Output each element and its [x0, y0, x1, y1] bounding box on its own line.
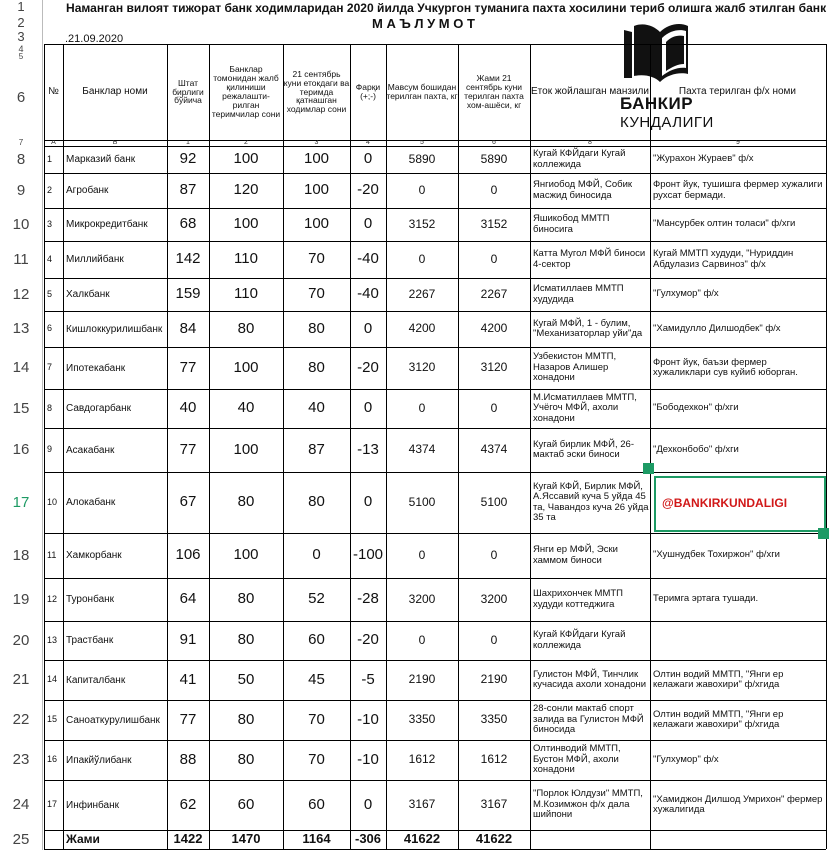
cell-n[interactable]: 2 — [47, 184, 53, 195]
cell-n[interactable]: 7 — [47, 362, 53, 373]
cell-bank[interactable]: Агробанк — [66, 185, 109, 196]
column-header[interactable]: Мавсум бошидан терилган пахта, кг — [386, 82, 458, 101]
cell-shtat[interactable]: 77 — [179, 710, 197, 728]
cell-diff[interactable]: -20 — [357, 631, 379, 649]
column-header[interactable]: Пахта терилган ф/х номи — [678, 85, 796, 97]
cell-season[interactable]: 4200 — [408, 321, 436, 336]
row-number[interactable]: 16 — [12, 441, 30, 458]
cell-shtat[interactable]: 87 — [179, 181, 197, 199]
row-number[interactable]: 20 — [12, 632, 30, 649]
cell-n[interactable]: 1 — [47, 153, 53, 164]
cell-season[interactable]: 0 — [418, 632, 426, 647]
row-number[interactable]: 3 — [17, 29, 25, 44]
cell-n[interactable]: 11 — [47, 549, 57, 560]
cell-shtat[interactable]: 40 — [179, 399, 197, 417]
cell-present[interactable]: 52 — [308, 590, 325, 608]
total-present[interactable]: 1164 — [302, 831, 331, 847]
cell-n[interactable]: 13 — [47, 634, 58, 645]
cell-bank[interactable]: Халкбанк — [66, 289, 110, 300]
cell-n[interactable]: 4 — [47, 253, 53, 264]
cell-season[interactable]: 3200 — [408, 591, 436, 606]
total-plan[interactable]: 1470 — [231, 831, 261, 847]
cell-farm[interactable]: Фронт йук, тушишга фермер хужалиги рухсат бермади. — [653, 179, 823, 201]
cell-n[interactable]: 17 — [47, 799, 58, 810]
cell-bank[interactable]: Инфинбанк — [66, 799, 120, 811]
cell-plan[interactable]: 120 — [233, 181, 259, 199]
cell-bank[interactable]: Ипотекабанк — [66, 362, 126, 374]
cell-present[interactable]: 70 — [308, 710, 325, 728]
selection-handle-bottom[interactable] — [818, 528, 829, 539]
total-season[interactable]: 41622 — [403, 831, 441, 847]
cell-season[interactable]: 0 — [418, 547, 426, 562]
cell-present[interactable]: 70 — [308, 750, 325, 768]
cell-shtat[interactable]: 91 — [179, 631, 197, 649]
cell-total[interactable]: 0 — [490, 632, 498, 647]
cell-plan[interactable]: 40 — [237, 399, 255, 417]
logo-text-kundaligi: КУНДАЛИГИ — [620, 114, 714, 131]
cell-bank[interactable]: Алокабанк — [66, 497, 116, 508]
cell-address[interactable]: Узбекистон ММТП, Назаров Алишер хонадони — [533, 351, 617, 384]
cell-diff[interactable]: -20 — [357, 358, 379, 376]
total-shtat[interactable]: 1422 — [173, 831, 203, 847]
cell-address[interactable]: Кугай КФЙдаги Кугай коллежида — [533, 629, 626, 651]
row-number[interactable]: 10 — [12, 216, 30, 233]
cell-address[interactable]: Янгиобод МФЙ, Собик масжид биносида — [533, 179, 633, 201]
cell-total[interactable]: 3152 — [480, 216, 508, 231]
cell-total[interactable]: 5890 — [480, 151, 508, 166]
cell-plan[interactable]: 80 — [237, 710, 255, 728]
cell-shtat[interactable]: 77 — [179, 358, 197, 376]
cell-diff[interactable]: -40 — [357, 250, 379, 268]
cell-plan[interactable]: 110 — [234, 285, 258, 303]
cell-total[interactable]: 0 — [490, 400, 498, 415]
cell-bank[interactable]: Асакабанк — [66, 444, 115, 456]
column-header[interactable]: 21 сентябрь куни етокдаги ва теримда қатнашган ходимлар сони — [283, 68, 350, 115]
cell-present[interactable]: 100 — [303, 150, 330, 168]
row-number[interactable]: 11 — [13, 251, 29, 268]
cell-season[interactable]: 0 — [418, 400, 426, 415]
cell-diff[interactable]: -40 — [357, 285, 379, 303]
cell-farm[interactable]: "Хамиджон Дилшод Умрихон" фермер хужалигида — [653, 793, 823, 815]
cell-total[interactable]: 4200 — [480, 321, 508, 336]
cell-address[interactable]: "Порлок Юлдузи" ММТП, М.Козимжон ф/х дала шийпони — [533, 788, 643, 821]
cell-shtat[interactable]: 64 — [179, 590, 197, 608]
row-number[interactable]: 14 — [12, 359, 30, 376]
cell-n[interactable]: 14 — [47, 674, 58, 685]
column-border — [826, 44, 827, 849]
cell-total[interactable]: 2267 — [480, 286, 508, 301]
cell-diff[interactable]: 0 — [363, 399, 373, 417]
row-number[interactable]: 25 — [12, 831, 30, 848]
cell-season[interactable]: 2267 — [408, 286, 436, 301]
cell-bank[interactable]: Миллийбанк — [66, 254, 124, 265]
cell-farm[interactable]: "Гулхумор" ф/х — [653, 288, 719, 300]
cell-shtat[interactable]: 62 — [179, 795, 197, 813]
cell-n[interactable]: 9 — [47, 444, 53, 455]
row-number[interactable]: 15 — [12, 400, 30, 417]
cell-shtat[interactable]: 67 — [179, 493, 197, 511]
watermark — [654, 476, 826, 532]
cell-diff[interactable]: -28 — [357, 590, 379, 608]
cell-diff[interactable]: -13 — [357, 440, 379, 458]
cell-n[interactable]: 8 — [47, 402, 53, 413]
cell-bank[interactable]: Савдогарбанк — [66, 403, 131, 414]
cell-farm[interactable]: Кугай ММТП худуди, "Нуриддин Абдулазиз Сарвиноз" ф/х — [653, 248, 794, 270]
cell-plan[interactable]: 100 — [233, 150, 259, 168]
column-header[interactable]: Жами 21 сентябрь куни терилган пахта хом-ашёси, кг — [464, 73, 524, 110]
row-number[interactable]: 18 — [12, 547, 30, 564]
cell-plan[interactable]: 100 — [233, 215, 259, 233]
cell-address[interactable]: М.Исматиллаев ММТП, Учёгоч МФЙ, ахоли хонадони — [533, 391, 637, 424]
cell-season[interactable]: 4374 — [408, 442, 436, 457]
gutter-line — [42, 0, 43, 850]
cell-plan[interactable]: 80 — [237, 493, 255, 511]
cell-plan[interactable]: 100 — [233, 546, 259, 564]
cell-bank[interactable]: Трастбанк — [66, 635, 114, 646]
cell-present[interactable]: 40 — [308, 399, 325, 417]
cell-total[interactable]: 3167 — [480, 797, 508, 812]
cell-farm[interactable]: "Бободехкон" ф/хги — [653, 402, 739, 414]
column-header[interactable]: Еток жойлашган манзили — [531, 85, 649, 97]
cell-season[interactable]: 5100 — [408, 494, 436, 509]
row-number[interactable]: 21 — [12, 671, 30, 688]
cell-plan[interactable]: 100 — [233, 358, 259, 376]
cell-shtat[interactable]: 106 — [175, 546, 201, 564]
cell-address[interactable]: Исматиллаев ММТП худудида — [533, 283, 624, 305]
row-number[interactable]: 2 — [17, 15, 25, 30]
column-letter: Б — [112, 140, 118, 146]
cell-shtat[interactable]: 92 — [179, 150, 197, 168]
cell-diff[interactable]: -20 — [357, 181, 379, 199]
watermark-text: @BANKIRKUNDALIGI — [662, 496, 788, 510]
row-number[interactable]: 4 — [18, 44, 24, 54]
cell-total[interactable]: 3120 — [480, 360, 508, 375]
total-total[interactable]: 41622 — [475, 831, 513, 847]
cell-n[interactable]: 3 — [47, 218, 53, 229]
cell-plan[interactable]: 100 — [233, 440, 259, 458]
row-number[interactable]: 24 — [12, 796, 30, 813]
cell-total[interactable]: 5100 — [480, 494, 508, 509]
cell-total[interactable]: 0 — [490, 182, 498, 197]
cell-shtat[interactable]: 77 — [179, 440, 197, 458]
cell-address[interactable]: Шахрихончек ММТП худуди коттеджига — [533, 588, 623, 610]
cell-diff[interactable]: 0 — [363, 795, 373, 813]
cell-plan[interactable]: 80 — [237, 750, 255, 768]
cell-bank[interactable]: Ипакйўлибанк — [66, 754, 132, 766]
cell-diff[interactable]: -10 — [357, 710, 379, 728]
row-number[interactable]: 1 — [17, 0, 25, 14]
cell-farm[interactable]: Теримга эртага тушади. — [653, 593, 759, 605]
cell-diff[interactable]: -100 — [352, 546, 384, 564]
selection-handle-top[interactable] — [643, 463, 654, 474]
column-header[interactable]: Банклар томонидан жалб қилиниши режалашти-рилган теримчилар сони — [211, 64, 281, 119]
cell-present[interactable]: 80 — [308, 319, 325, 337]
cell-diff[interactable]: -5 — [361, 670, 375, 688]
cell-total[interactable]: 3200 — [480, 591, 508, 606]
column-letter: А — [51, 140, 56, 146]
cell-farm[interactable]: "Мансурбек олтин толаси" ф/хги — [653, 218, 796, 230]
cell-address[interactable]: Кугай МФЙ, 1 - булим, "Механизаторлар уйи"да — [533, 317, 643, 339]
cell-shtat[interactable]: 41 — [179, 670, 197, 688]
cell-farm[interactable]: "Гулхумор" ф/х — [653, 753, 719, 765]
cell-plan[interactable]: 50 — [237, 670, 255, 688]
row-number[interactable]: 6 — [16, 89, 26, 106]
cell-present[interactable]: 100 — [303, 215, 330, 233]
row-number[interactable]: 17 — [12, 494, 30, 511]
cell-plan[interactable]: 110 — [234, 250, 258, 268]
cell-farm[interactable]: "Дехконбобо" ф/хги — [653, 443, 739, 455]
cell-plan[interactable]: 60 — [237, 795, 255, 813]
cell-season[interactable]: 2190 — [408, 672, 436, 687]
cell-present[interactable]: 100 — [303, 181, 330, 199]
cell-farm[interactable]: "Журахон Жураев" ф/х — [653, 153, 754, 165]
cell-total[interactable]: 0 — [490, 547, 498, 562]
column-letter: 3 — [314, 140, 319, 146]
column-letter: 4 — [366, 140, 370, 146]
cell-season[interactable]: 3167 — [408, 797, 436, 812]
total-diff[interactable]: -306 — [354, 831, 382, 847]
report-subtitle: М А Ъ Л У М О Т — [372, 16, 475, 31]
column-letter: 6 — [492, 140, 496, 146]
row-number[interactable]: 22 — [12, 711, 30, 728]
column-letter: 1 — [186, 140, 190, 146]
cell-bank[interactable]: Саноаткурулишбанк — [66, 714, 160, 726]
row-number[interactable]: 19 — [12, 591, 30, 608]
cell-bank[interactable]: Туронбанк — [66, 594, 115, 605]
cell-present[interactable]: 45 — [308, 670, 325, 688]
cell-present[interactable]: 80 — [308, 358, 325, 376]
cell-bank[interactable]: Хамкорбанк — [66, 550, 122, 561]
cell-bank[interactable]: Марказий банк — [66, 154, 136, 165]
cell-plan[interactable]: 80 — [237, 319, 255, 337]
cell-season[interactable]: 3350 — [408, 712, 436, 727]
cell-diff[interactable]: 0 — [363, 319, 373, 337]
cell-diff[interactable]: 0 — [363, 215, 373, 233]
row-number[interactable]: 13 — [12, 320, 30, 337]
cell-season[interactable]: 5890 — [408, 151, 436, 166]
column-header[interactable]: № — [48, 85, 59, 97]
cell-present[interactable]: 70 — [308, 250, 325, 268]
row-number[interactable]: 7 — [18, 138, 24, 147]
report-title: Наманган вилоят тижорат банк ходимларидан 2020 йилда Учкургон туманига пахта хосилини териб олишга жалб этилган банк — [66, 1, 827, 15]
cell-farm[interactable]: Олтин водий ММТП, "Янги ер келажаги жавохири" ф/хгида — [653, 708, 784, 730]
cell-farm[interactable]: Олтин водий ММТП, "Янги ер келажаги жавохири" ф/хгида — [653, 668, 784, 690]
cell-farm[interactable]: "Хушнудбек Тохиржон" ф/хги — [653, 549, 780, 561]
total-label[interactable]: Жами — [66, 831, 100, 846]
cell-total[interactable]: 1612 — [480, 752, 508, 767]
cell-present[interactable]: 80 — [308, 493, 325, 511]
cell-total[interactable]: 3350 — [480, 712, 508, 727]
column-header[interactable]: Банклар номи — [82, 85, 148, 97]
cell-shtat[interactable]: 159 — [175, 285, 201, 303]
cell-shtat[interactable]: 68 — [179, 215, 197, 233]
cell-total[interactable]: 0 — [490, 251, 498, 266]
cell-plan[interactable]: 80 — [237, 631, 255, 649]
cell-address[interactable]: Янги ер МФЙ, Эски хаммом биноси — [533, 544, 618, 566]
cell-address[interactable]: Кугай КФЙдаги Кугай коллежида — [533, 148, 626, 170]
cell-shtat[interactable]: 84 — [179, 319, 197, 337]
cell-address[interactable]: Кугай КФЙ, Бирлик МФЙ, А.Яссавий куча 5 уйда 45 та, Чавандоз куча 26 уйда 35 та — [533, 480, 649, 523]
cell-diff[interactable]: -10 — [357, 750, 379, 768]
column-header[interactable]: Фарқи (+;-) — [355, 82, 381, 101]
cell-diff[interactable]: 0 — [363, 493, 373, 511]
report-date[interactable]: .21.09.2020 — [65, 32, 124, 45]
row-number[interactable]: 12 — [12, 286, 30, 303]
cell-total[interactable]: 2190 — [480, 672, 508, 687]
column-letter: 8 — [588, 140, 592, 146]
cell-season[interactable]: 3120 — [408, 360, 436, 375]
cell-address[interactable]: Кугай бирлик МФЙ, 26-мактаб эски биноси — [533, 438, 634, 460]
cell-address[interactable]: Яшикобод ММТП биносига — [533, 213, 610, 235]
cell-season[interactable]: 0 — [418, 251, 426, 266]
cell-n[interactable]: 12 — [47, 593, 58, 604]
cell-bank[interactable]: Капиталбанк — [66, 674, 126, 686]
row-number[interactable]: 9 — [16, 182, 26, 199]
cell-n[interactable]: 15 — [47, 714, 58, 725]
column-letter: 9 — [736, 140, 740, 146]
cell-total[interactable]: 4374 — [480, 442, 508, 457]
logo-text-bankir: БАНКИР — [620, 94, 694, 113]
cell-address[interactable]: Олтинводий ММТП, Бустон МФЙ, ахоли хонадони — [533, 743, 621, 776]
cell-address[interactable]: 28-сонли мактаб спорт залида ва Гулистон МФЙ биносида — [533, 703, 644, 736]
cell-n[interactable]: 10 — [47, 496, 58, 507]
cell-n[interactable]: 6 — [47, 323, 53, 334]
cell-shtat[interactable]: 142 — [175, 250, 201, 268]
cell-address[interactable]: Гулистон МФЙ, Тинчлик кучасида ахоли хонадони — [533, 668, 647, 690]
row-number[interactable]: 23 — [12, 751, 30, 768]
cell-bank[interactable]: Микрокредитбанк — [66, 219, 148, 230]
cell-farm[interactable] — [650, 621, 826, 660]
cell-address[interactable]: Катта Мугол МФЙ биноси 4-сектор — [533, 248, 646, 270]
column-header[interactable]: Штат бирлиги бўйича — [172, 77, 204, 106]
cell-bank[interactable]: Кишлоккурилишбанк — [66, 323, 163, 335]
row-number[interactable]: 5 — [18, 52, 24, 61]
cell-present[interactable]: 0 — [312, 546, 321, 564]
cell-present[interactable]: 60 — [308, 795, 325, 813]
cell-present[interactable]: 70 — [308, 285, 325, 303]
column-letter: 5 — [420, 140, 424, 146]
cell-season[interactable]: 1612 — [408, 752, 436, 767]
cell-present[interactable]: 60 — [308, 631, 325, 649]
cell-plan[interactable]: 80 — [237, 590, 255, 608]
cell-present[interactable]: 87 — [308, 440, 325, 458]
cell-season[interactable]: 0 — [418, 182, 426, 197]
cell-diff[interactable]: 0 — [363, 150, 373, 168]
cell-season[interactable]: 3152 — [408, 216, 436, 231]
row-number[interactable]: 8 — [16, 151, 26, 168]
cell-shtat[interactable]: 88 — [179, 750, 197, 768]
cell-n[interactable]: 5 — [47, 288, 53, 299]
cell-farm[interactable]: Фронт йук, баъзи фермер хужаликлари сув куйиб юборган. — [653, 356, 798, 378]
column-letter: 2 — [244, 140, 248, 146]
cell-farm[interactable]: "Хамидулло Дилшодбек" ф/х — [653, 322, 781, 334]
cell-n[interactable]: 16 — [47, 754, 58, 765]
